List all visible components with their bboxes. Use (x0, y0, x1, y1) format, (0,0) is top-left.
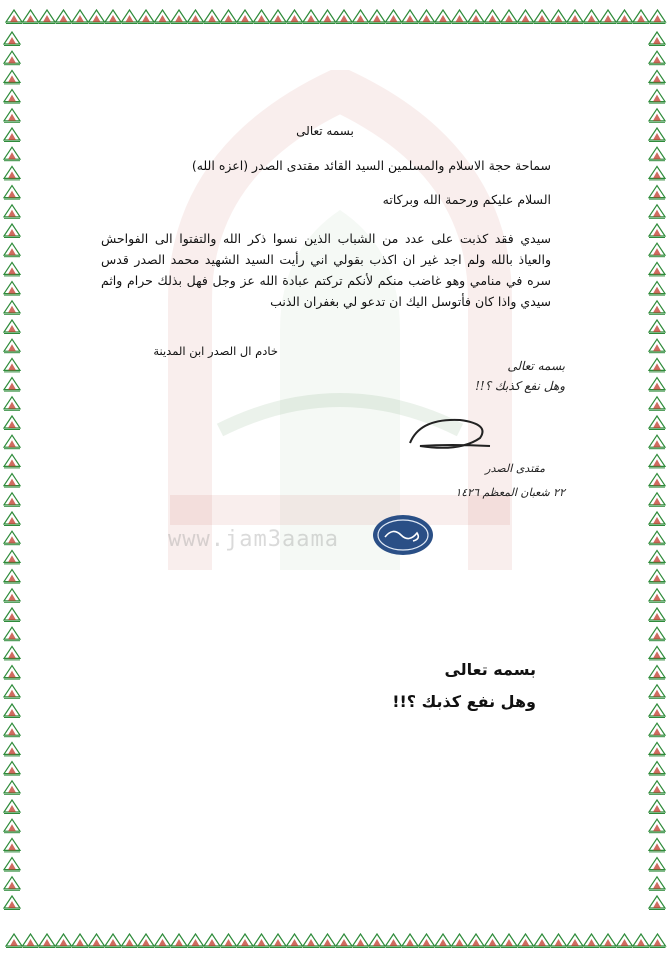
border-ornament (4, 435, 20, 449)
border-ornament (237, 10, 253, 24)
border-ornament (6, 10, 22, 24)
border-ornament (551, 10, 567, 24)
border-ornament (649, 723, 665, 737)
border-ornament (649, 666, 665, 680)
border-ornament (204, 934, 220, 948)
border-ornament (89, 10, 105, 24)
border-ornament (23, 10, 39, 24)
border-ornament (649, 493, 665, 507)
border-ornament (39, 10, 55, 24)
border-ornament (600, 10, 616, 24)
border-ornament (4, 723, 20, 737)
border-ornament (534, 10, 550, 24)
border-ornament (600, 934, 616, 948)
border-ornament (336, 934, 352, 948)
border-ornament (4, 608, 20, 622)
border-ornament (320, 10, 336, 24)
letter-signature: خادم ال الصدر ابن المدينة (153, 344, 278, 358)
border-ornament (4, 800, 20, 814)
border-ornament (4, 282, 20, 296)
border-ornament (303, 10, 319, 24)
border-ornament (649, 589, 665, 603)
border-ornament (649, 762, 665, 776)
border-ornament (204, 10, 220, 24)
border-ornament (303, 934, 319, 948)
border-ornament (4, 762, 20, 776)
border-ornament (138, 934, 154, 948)
border-ornament (122, 934, 138, 948)
border-ornament (649, 646, 665, 660)
border-ornament (649, 627, 665, 641)
border-ornament (435, 10, 451, 24)
border-ornament (287, 934, 303, 948)
reply-basmala: بسمه تعالى (507, 359, 565, 373)
border-ornament (650, 10, 666, 24)
border-ornament (649, 243, 665, 257)
border-ornament (72, 934, 88, 948)
signature-flourish (410, 420, 490, 448)
border-ornament (4, 243, 20, 257)
border-ornament (254, 10, 270, 24)
border-ornament (4, 666, 20, 680)
border-ornament (534, 934, 550, 948)
border-ornament (452, 934, 468, 948)
border-ornament (336, 10, 352, 24)
border-ornament (353, 934, 369, 948)
border-ornament (89, 934, 105, 948)
border-ornament (138, 10, 154, 24)
border-ornament (155, 10, 171, 24)
border-ornament (649, 128, 665, 142)
border-ornament (4, 301, 20, 315)
border-ornament (649, 70, 665, 84)
border-ornament (221, 10, 237, 24)
border-ornament (649, 166, 665, 180)
border-ornament (4, 378, 20, 392)
border-ornament (4, 416, 20, 430)
border-ornament (4, 262, 20, 276)
border-ornament (633, 934, 649, 948)
border-ornament (105, 10, 121, 24)
border-ornament (4, 205, 20, 219)
border-ornament (649, 608, 665, 622)
border-ornament (254, 934, 270, 948)
border-ornament (435, 934, 451, 948)
border-ornament (4, 838, 20, 852)
border-ornament (649, 32, 665, 46)
reply-question: وهل نفع كذبك ؟!! (475, 379, 565, 393)
border-ornament (649, 339, 665, 353)
border-ornament (649, 90, 665, 104)
border-ornament (4, 109, 20, 123)
border-ornament (649, 224, 665, 238)
border-ornament (188, 10, 204, 24)
border-ornament (4, 90, 20, 104)
border-ornament (567, 934, 583, 948)
letter-addressee: سماحة حجة الاسلام والمسلمين السيد القائد مقتدى الصدر (اعزه الله) (191, 158, 551, 173)
border-ornament (386, 934, 402, 948)
letter-basmala: بسمه تعالى (296, 124, 354, 138)
border-ornament (4, 186, 20, 200)
border-ornament (649, 435, 665, 449)
border-ornament (402, 934, 418, 948)
border-ornament (584, 934, 600, 948)
border-ornament (4, 531, 20, 545)
border-ornament (649, 819, 665, 833)
border-ornament (649, 685, 665, 699)
border-ornament (369, 934, 385, 948)
border-ornament (4, 781, 20, 795)
border-ornament (649, 282, 665, 296)
border-ornament (56, 934, 72, 948)
border-ornament (501, 10, 517, 24)
border-ornament (4, 358, 20, 372)
border-ornament (4, 742, 20, 756)
border-ornament (4, 550, 20, 564)
border-ornament (39, 934, 55, 948)
border-ornament (649, 781, 665, 795)
border-ornament (4, 70, 20, 84)
border-ornament (649, 186, 665, 200)
border-ornament (171, 934, 187, 948)
border-ornament (270, 10, 286, 24)
border-ornament (649, 800, 665, 814)
border-ornament (649, 301, 665, 315)
border-ornament (56, 10, 72, 24)
border-ornament (4, 454, 20, 468)
border-ornament (649, 704, 665, 718)
border-ornament (649, 416, 665, 430)
border-ornament (4, 147, 20, 161)
border-ornament (518, 10, 534, 24)
border-ornament (353, 10, 369, 24)
letter-greeting: السلام عليكم ورحمة الله وبركاته (382, 192, 551, 207)
border-ornament (402, 10, 418, 24)
border-ornament (287, 10, 303, 24)
border-ornament (649, 378, 665, 392)
border-ornament (369, 10, 385, 24)
border-ornament (4, 512, 20, 526)
border-ornament (551, 934, 567, 948)
border-ornament (4, 493, 20, 507)
border-ornament (4, 320, 20, 334)
border-ornament (452, 10, 468, 24)
border-ornament (567, 10, 583, 24)
reply-signer: مقتدى الصدر (485, 462, 545, 475)
border-ornament (4, 397, 20, 411)
border-ornament (23, 934, 39, 948)
border-ornament (649, 109, 665, 123)
border-ornament (4, 51, 20, 64)
border-ornament (4, 858, 20, 872)
border-ornament (649, 474, 665, 488)
border-ornament (649, 454, 665, 468)
transcription-title: بسمه تعالى (444, 660, 536, 679)
border-ornament (155, 934, 171, 948)
border-ornament (649, 512, 665, 526)
border-ornament (4, 646, 20, 660)
border-ornament (649, 550, 665, 564)
border-ornament (649, 531, 665, 545)
border-ornament (4, 589, 20, 603)
border-ornament (4, 685, 20, 699)
border-ornament (649, 205, 665, 219)
border-ornament (4, 128, 20, 142)
border-ornament (4, 224, 20, 238)
border-ornament (501, 934, 517, 948)
border-ornament (649, 51, 665, 64)
border-ornament (221, 934, 237, 948)
border-ornament (485, 934, 501, 948)
border-ornament (584, 10, 600, 24)
border-ornament (122, 10, 138, 24)
border-ornament (6, 934, 22, 948)
border-ornament (649, 397, 665, 411)
border-ornament (649, 896, 665, 910)
border-ornament (617, 10, 633, 24)
border-ornament (4, 570, 20, 584)
letter-body: سيدي فقد كذبت على عدد من الشباب الذين نسوا ذكر الله والتفتوا الى الفواحش والعياذ بالله ولم اجد غير ان اكذب بقولي اني رأيت السيد الشهيد محمد الصدر قدس سره في منامي وهو غاضب منكم لأنكم تركتم عبادة الله عز وجل فهل بذلك حرام واثم سيدي واذا كان فأتوسل اليك ان تدعو لي بغفران الذنب (101, 231, 551, 309)
border-ornament (4, 819, 20, 833)
border-ornament (649, 320, 665, 334)
border-ornament (105, 934, 121, 948)
border-ornament (4, 877, 20, 891)
border-ornament (188, 934, 204, 948)
border-ornament (4, 474, 20, 488)
border-ornament (649, 838, 665, 852)
border-ornament (617, 934, 633, 948)
border-ornament (649, 262, 665, 276)
border-ornament (4, 896, 20, 910)
watermark-url: www.jam3aama (168, 527, 339, 552)
border-ornament (649, 570, 665, 584)
border-ornament (171, 10, 187, 24)
border-ornament (468, 934, 484, 948)
border-ornament (485, 10, 501, 24)
handwritten-reply (340, 348, 570, 518)
border-ornament (270, 934, 286, 948)
border-ornament (649, 877, 665, 891)
border-ornament (468, 10, 484, 24)
border-ornament (4, 166, 20, 180)
border-ornament (633, 10, 649, 24)
border-ornament (4, 32, 20, 46)
border-ornament (320, 934, 336, 948)
transcription-question: وهل نفع كذبك ؟!! (392, 692, 536, 711)
border-ornament (237, 934, 253, 948)
border-ornament (419, 10, 435, 24)
border-ornament (649, 147, 665, 161)
border-ornament (4, 339, 20, 353)
border-ornament (386, 10, 402, 24)
border-ornament (649, 742, 665, 756)
border-ornament (518, 934, 534, 948)
border-ornament (419, 934, 435, 948)
seal-stamp (371, 513, 435, 557)
border-ornament (649, 858, 665, 872)
border-ornament (4, 704, 20, 718)
reply-date: ٢٢ شعبان المعظم ١٤٢٦ (455, 486, 565, 499)
border-ornament (4, 627, 20, 641)
border-ornament (649, 358, 665, 372)
border-ornament (650, 934, 666, 948)
border-ornament (72, 10, 88, 24)
